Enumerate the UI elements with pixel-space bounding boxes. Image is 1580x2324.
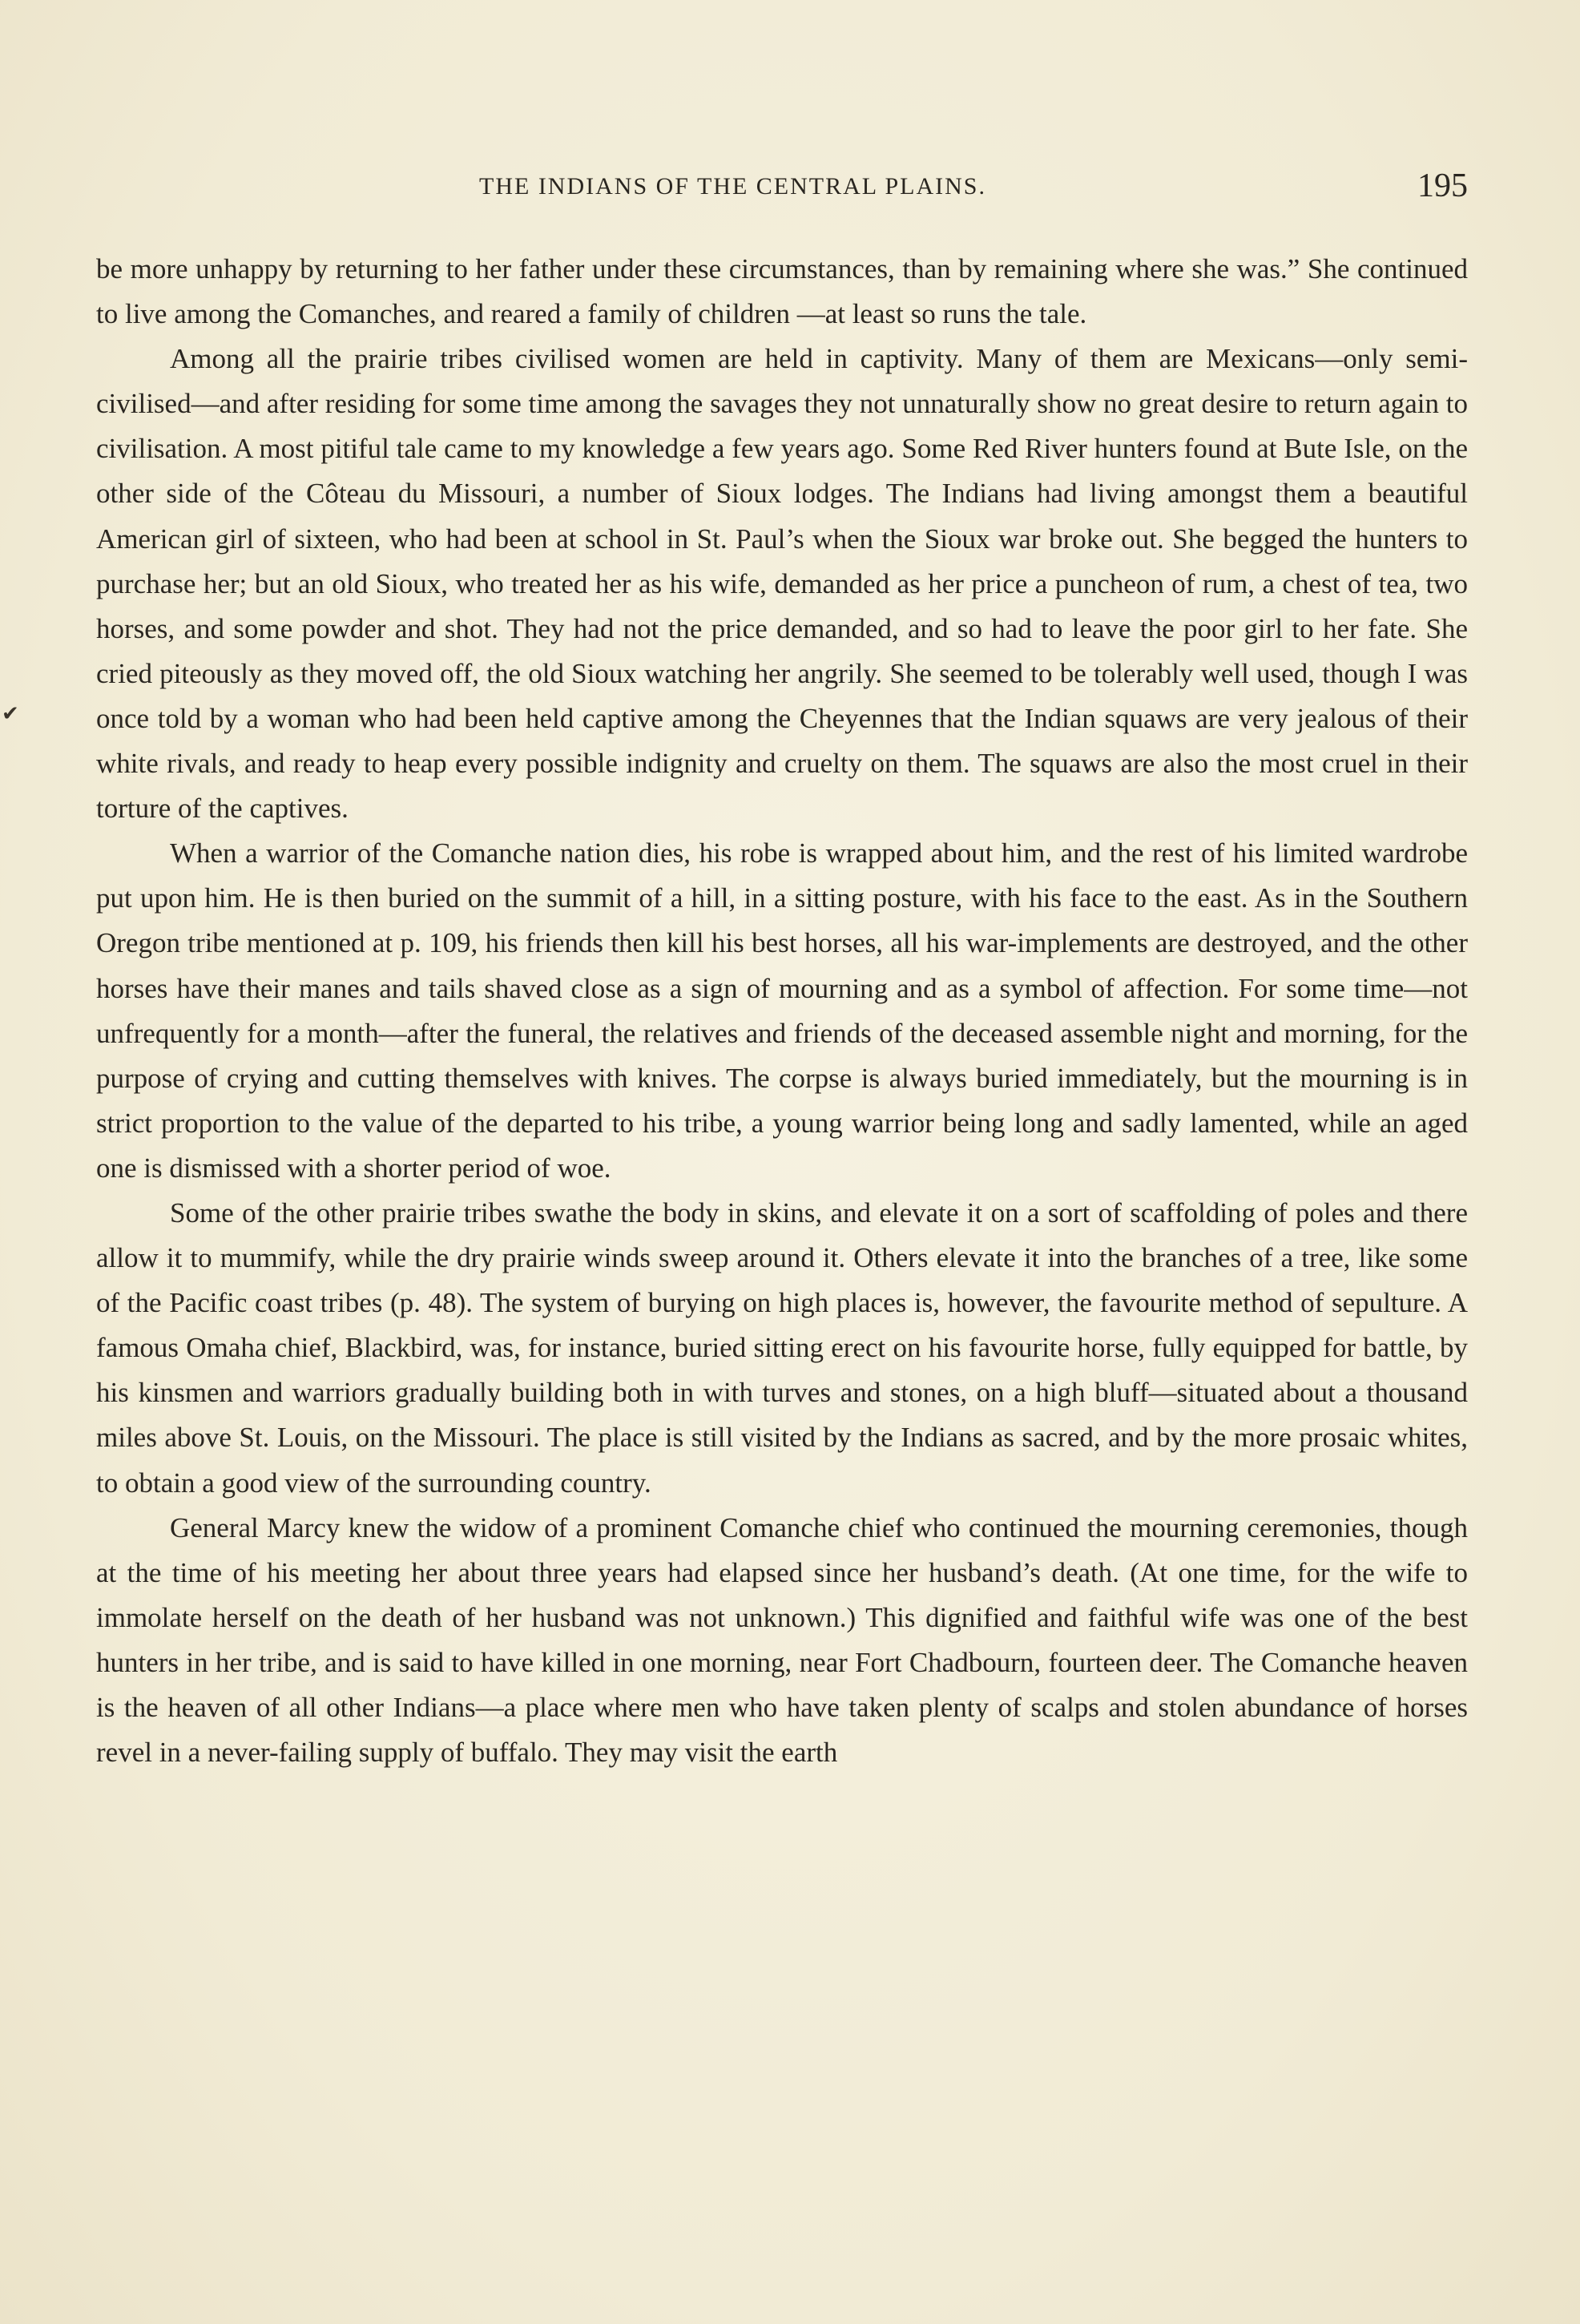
margin-check-icon: ✔ (2, 702, 19, 726)
paragraph-general-marcy: General Marcy knew the widow of a prominent Comanche chief who continued the mourning ceremonies, though at the time of his meeting her about three years had elapsed since her husband’s death. (At one time, for the wife to immolate herself on the death of her husband was not unknown.) This dignified and faithful wife was one of the best hunters in her tribe, and is said to have killed in one morning, near Fort Chadbourn, fourteen deer. The Comanche heaven is the heaven of all other Indians—a place where men who have taken plenty of scalps and stolen abundance of horses revel in a never-failing supply of buffalo. They may visit the earth (96, 1511, 1468, 1769)
page-number: 195 (1417, 167, 1468, 204)
body-text (96, 247, 1468, 1775)
paragraph-continued: be more unhappy by returning to her father under these circumstances, than by remaining where she was.” She continued to live among the Comanches, and reared a family of children —at least so runs the tale. (96, 253, 1468, 330)
paragraph-comanche-burial: When a warrior of the Comanche nation dies, his robe is wrapped about him, and the rest of his limited wardrobe put upon him. He is then buried on the summit of a hill, in a sitting posture, with his face to the east. As in the Southern Oregon tribe mentioned at p. 109, his friends then kill his best horses, all his war-implements are destroyed, and the other horses have their manes and tails shaved close as a sign of mourning and as a symbol of affection. For some time—not unfrequently for a month—after the funeral, the relatives and friends of the deceased assemble night and morning, for the purpose of crying and cutting themselves with knives. The corpse is always buried immediately, but the mourning is in strict proportion to the value of the departed to his tribe, a young warrior being long and sadly lamented, while an aged one is dismissed with a shorter period of woe. (96, 837, 1468, 1184)
running-title: THE INDIANS OF THE CENTRAL PLAINS. (479, 173, 986, 200)
paragraph-captivity: Among all the prairie tribes civilised women are held in captivity. Many of them are Mexicans—only semi-civilised—and after residing for some time among the savages they not unnaturally show no great desire to return again to civilisation. A most pitiful tale came to my knowledge a few years ago. Some Red River hunters found at Bute Isle, on the other side of the Côteau du Missouri, a number of Sioux lodges. The Indians had living amongst them a beautiful American girl of sixteen, who had been at school in St. Paul’s when the Sioux war broke out. She begged the hunters to purchase her; but an old Sioux, who treated her as his wife, demanded as her price a puncheon of rum, a chest of tea, two horses, and some powder and shot. They had not the price demanded, and so had to leave the poor girl to her fate. She cried piteously as they moved off, the old Sioux watching her angrily. She seemed to be tolerably well used, though I was once told by a woman who had been held captive among the Cheyennes that the Indian squaws are very jealous of their white rivals, and ready to heap every possible indignity and cruelty on them. The squaws are also the most cruel in their torture of the captives. (96, 343, 1468, 825)
running-head (96, 167, 1468, 207)
paragraph-other-tribes: Some of the other prairie tribes swathe the body in skins, and elevate it on a sort of scaffolding of poles and there allow it to mummify, while the dry prairie winds sweep around it. Others elevate it into the branches of a tree, like some of the Pacific coast tribes (p. 48). The system of burying on high places is, however, the favourite method of sepulture. A famous Omaha chief, Blackbird, was, for instance, buried sitting erect on his favourite horse, fully equipped for battle, by his kinsmen and warriors gradually building both in with turves and stones, on a high bluff—situated about a thousand miles above St. Louis, on the Missouri. The place is still visited by the Indians as sacred, and by the more prosaic whites, to obtain a good view of the surrounding country. (96, 1196, 1468, 1499)
